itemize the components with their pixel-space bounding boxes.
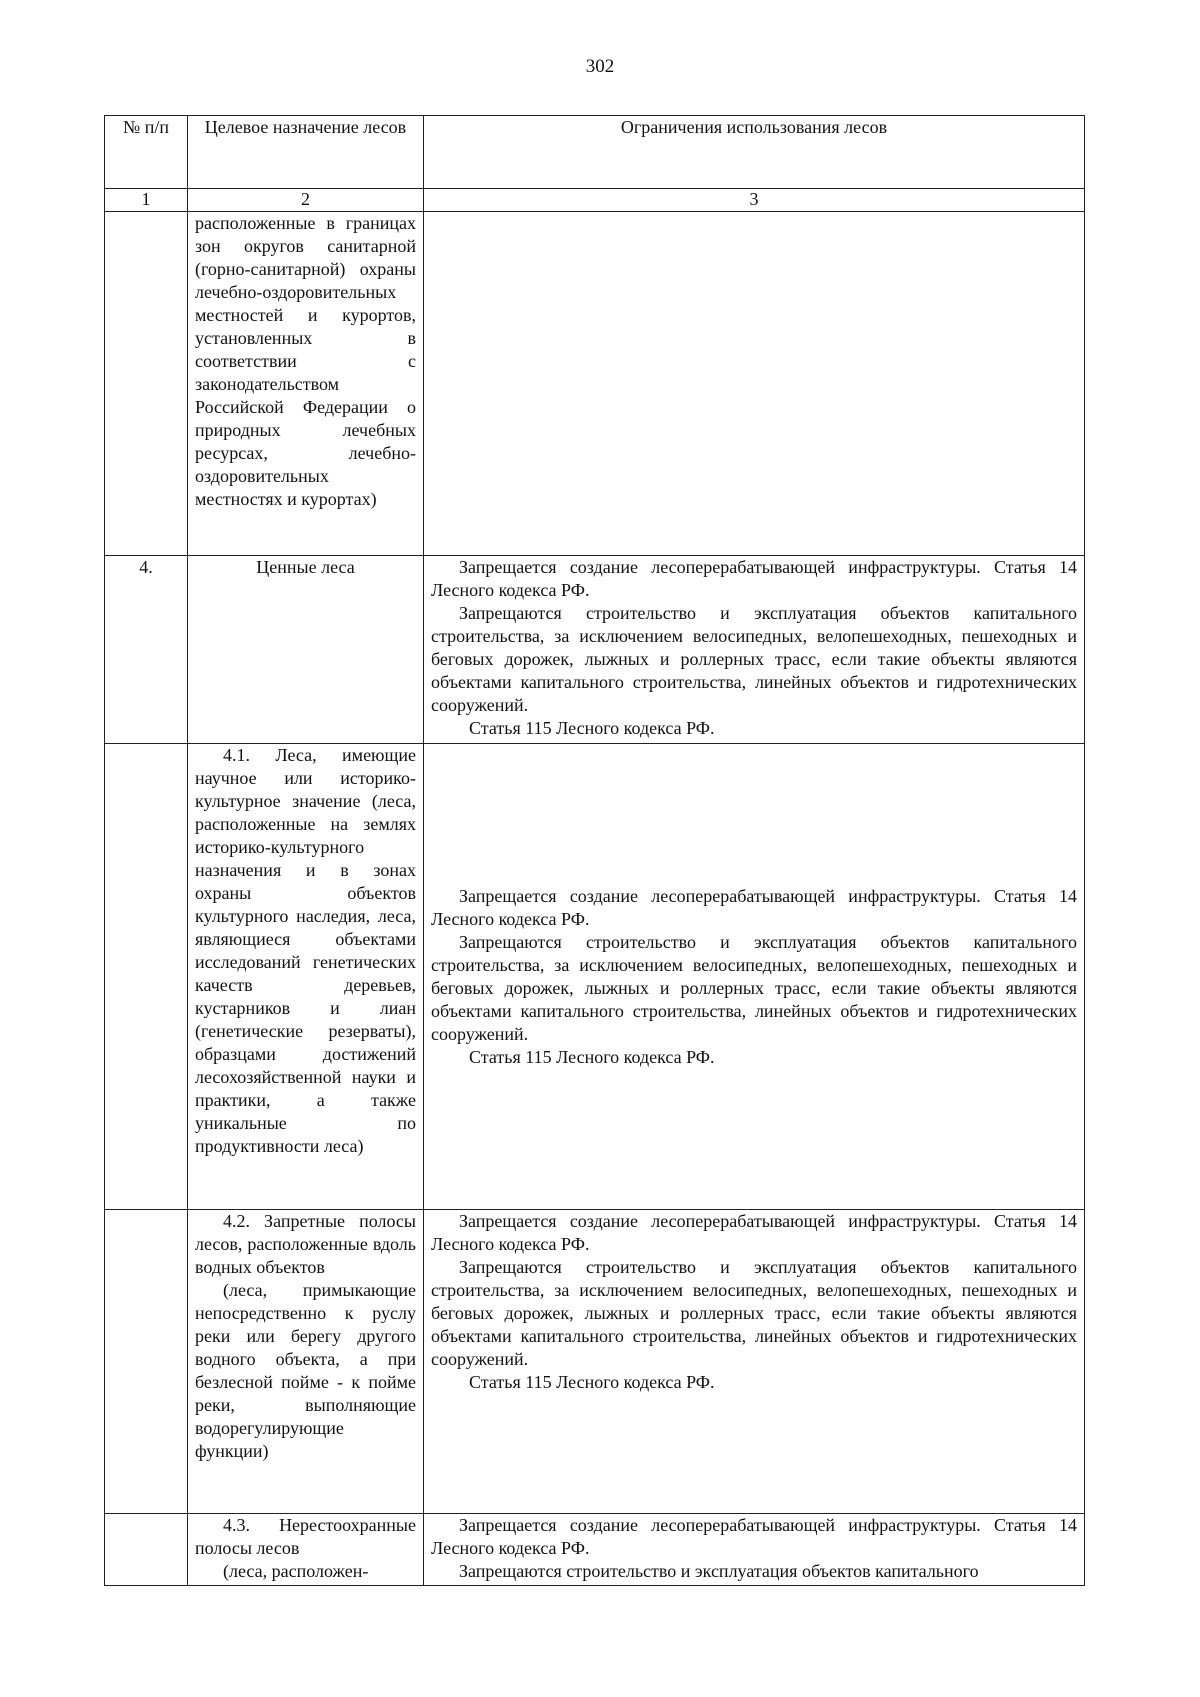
purpose-text: 4.3. Нерестоохранные полосы лесов: [195, 1515, 416, 1558]
restriction-paragraph: Запрещаются строительство и эксплуатация объектов капитального строительства, за исключением велосипедных, велопешеходных, пешеходных и беговых дорожек, лыжных и роллерных трасс, если такие объекты являются объектами капитального строительства, линейных объектов и гидротехнических сооружений.: [431, 931, 1077, 1044]
header-restrictions: Ограничения использования лесов: [424, 116, 1085, 189]
column-number: 3: [424, 189, 1085, 212]
restriction-paragraph: Запрещается создание лесоперерабатывающей инфраструктуры. Статья 14 Лесного кодекса РФ.: [431, 885, 1077, 929]
row-restrictions: [424, 1514, 1085, 1586]
page-number: 302: [585, 56, 615, 77]
row-number: [105, 212, 188, 556]
purpose-text: Ценные леса: [256, 557, 355, 577]
row-restrictions: [424, 1210, 1085, 1514]
table-row: [105, 1514, 1085, 1586]
row-number: 4.: [105, 556, 188, 744]
restriction-paragraph: Запрещается создание лесоперерабатывающей инфраструктуры. Статья 14 Лесного кодекса РФ.: [431, 1515, 1077, 1558]
purpose-note: (леса, расположен-: [223, 1561, 369, 1581]
row-purpose: [188, 1210, 424, 1514]
restriction-paragraph: Запрещается создание лесоперерабатывающей инфраструктуры. Статья 14 Лесного кодекса РФ.: [431, 1211, 1077, 1254]
purpose-text: 4.2. Запретные полосы лесов, расположенные вдоль водных объектов: [195, 1211, 416, 1277]
row-restrictions: [424, 556, 1085, 744]
table-row: [105, 556, 1085, 744]
row-purpose: [188, 744, 424, 1210]
row-restrictions: [424, 744, 1085, 1210]
row-purpose: [188, 1514, 424, 1586]
purpose-note: (леса, примыкающие непосредственно к руслу реки или берегу другого водного объекта, а при безлесной пойме - к пойме реки, выполняющие водорегулирующие функции): [195, 1280, 416, 1461]
forest-restrictions-table: [104, 115, 1085, 1586]
column-numbers-row: [105, 189, 1085, 212]
restriction-paragraph: Статья 115 Лесного кодекса РФ.: [469, 1372, 715, 1392]
purpose-text: расположенные в границах зон округов санитарной (горно-санитарной) охраны лечебно-оздоровительных местностей и курортов, установленных в соответствии с законодательством Российской Федерации о природных лечебных ресурсах, лечебно-оздоровительных местностях и курортах): [195, 213, 416, 509]
restriction-paragraph: Запрещаются строительство и эксплуатация объектов капитального строительства, за исключением велосипедных, велопешеходных, пешеходных и беговых дорожек, лыжных и роллерных трасс, если такие объекты являются объектами капитального строительства, линейных объектов и гидротехнических сооружений.: [431, 1257, 1077, 1369]
header-number: № п/п: [105, 116, 188, 189]
restriction-paragraph: Запрещаются строительство и эксплуатация объектов капитального строительства, за исключением велосипедных, велопешеходных, пешеходных и беговых дорожек, лыжных и роллерных трасс, если такие объекты являются объектами капитального строительства, линейных объектов и гидротехнических сооружений.: [431, 603, 1077, 715]
row-number: [105, 744, 188, 1210]
restriction-paragraph: Запрещается создание лесоперерабатывающей инфраструктуры. Статья 14 Лесного кодекса РФ.: [431, 557, 1077, 600]
row-restrictions: [424, 212, 1085, 556]
column-number: 1: [105, 189, 188, 212]
restriction-paragraph: Статья 115 Лесного кодекса РФ.: [469, 718, 715, 738]
restriction-paragraph: Статья 115 Лесного кодекса РФ.: [469, 1046, 715, 1067]
column-number: 2: [188, 189, 424, 212]
row-number: [105, 1514, 188, 1586]
row-number: [105, 1210, 188, 1514]
table-row: [105, 744, 1085, 1210]
row-purpose: [188, 556, 424, 744]
purpose-text: 4.1. Леса, имеющие научное или историко-культурное значение (леса, расположенные на землях историко-культурного назначения и в зонах охраны объектов культурного наследия, леса, являющиеся объектами исследований генетических качеств деревьев, кустарников и лиан (генетические резерваты), образцами достижений лесохозяйственной науки и практики, а также уникальные по продуктивности леса): [195, 745, 416, 1156]
restriction-paragraph: Запрещаются строительство и эксплуатация объектов капитального: [459, 1561, 979, 1581]
header-row: [105, 116, 1085, 189]
row-purpose: [188, 212, 424, 556]
table-row: [105, 212, 1085, 556]
header-purpose: Целевое назначение лесов: [188, 116, 424, 189]
table-row: [105, 1210, 1085, 1514]
